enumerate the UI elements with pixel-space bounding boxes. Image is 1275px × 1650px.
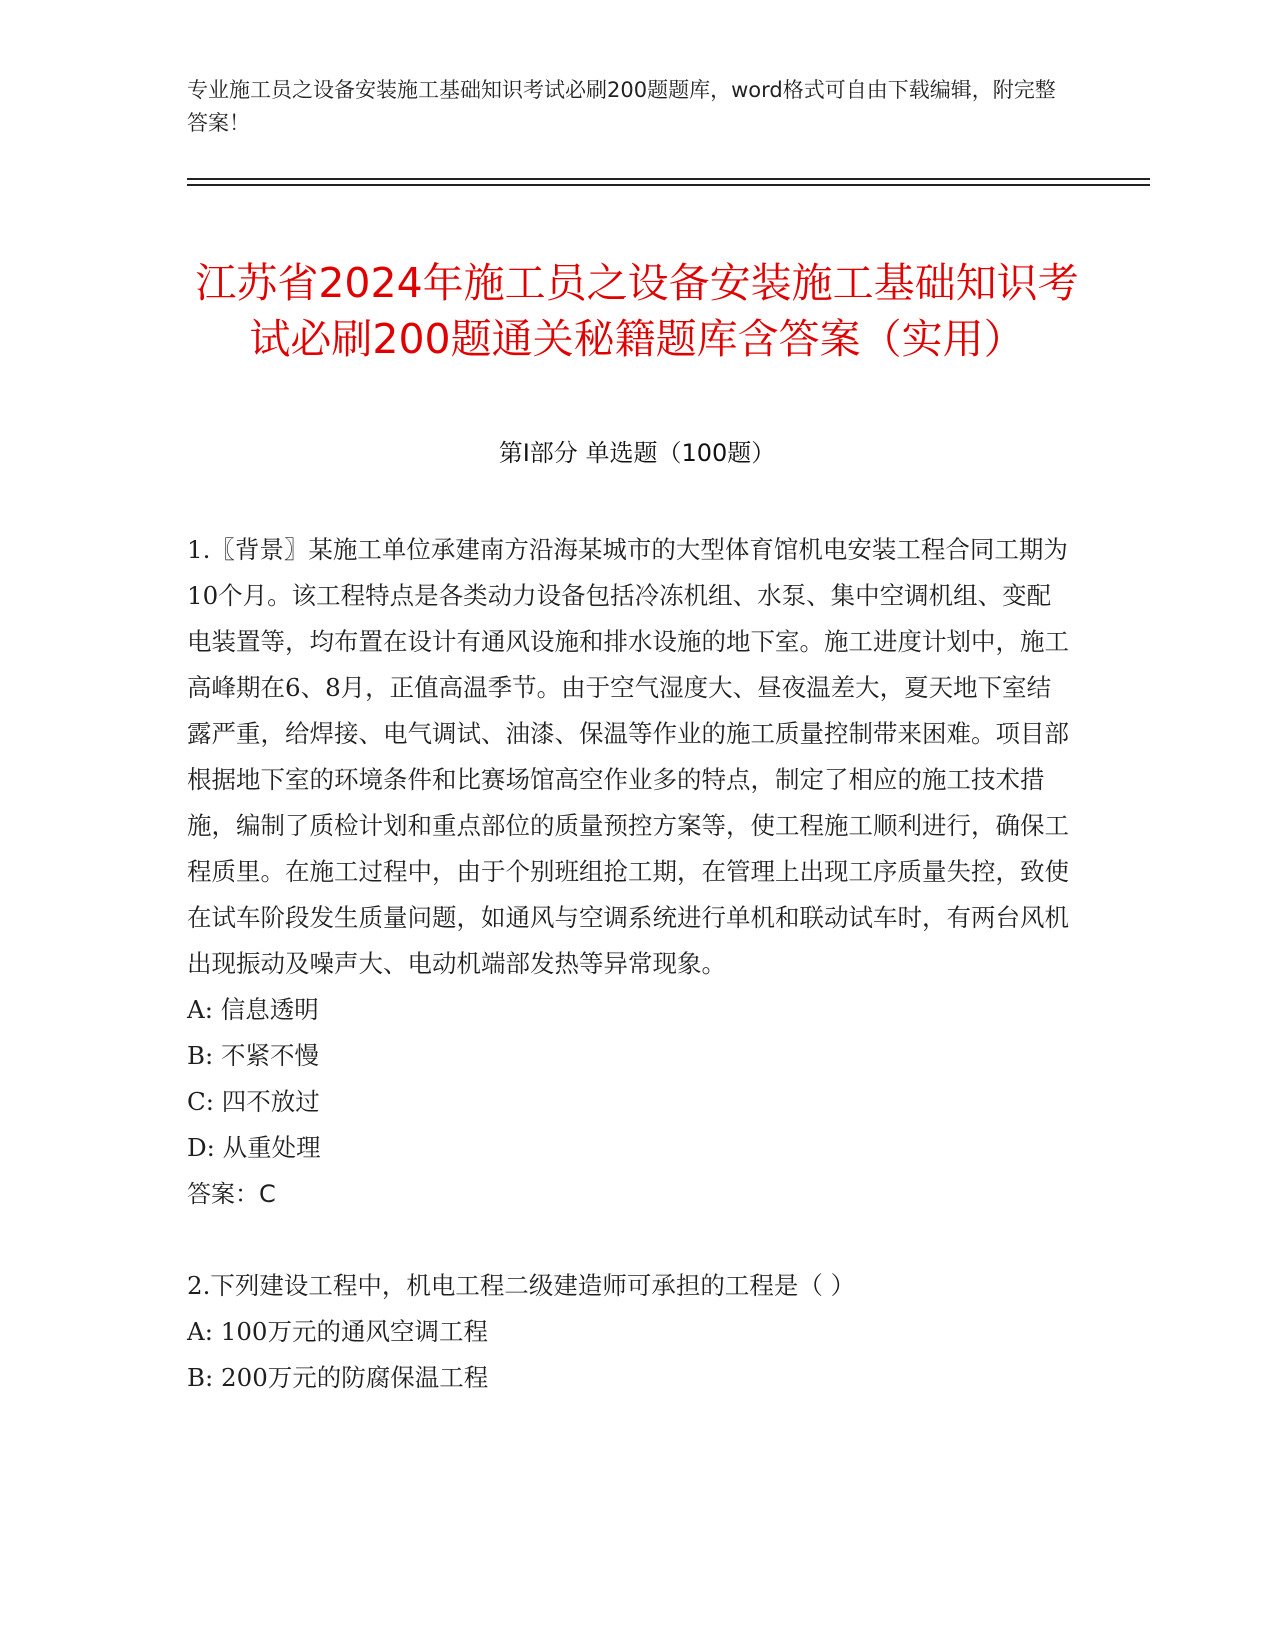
- question-2: [187, 1263, 1072, 1401]
- option-a: A: 100万元的通风空调工程: [187, 1317, 488, 1346]
- option-a: A: 信息透明: [187, 995, 319, 1024]
- question-gap: [187, 1217, 1072, 1263]
- header-rule-secondary: [187, 184, 1150, 186]
- header-rule: [187, 178, 1150, 180]
- answer-label: 答案：C: [187, 1180, 276, 1208]
- option-b: B: 不紧不慢: [187, 1041, 320, 1070]
- option-b: B: 200万元的防腐保温工程: [187, 1363, 489, 1392]
- option-d: D: 从重处理: [187, 1133, 321, 1162]
- question-text: 2.下列建设工程中，机电工程二级建造师可承担的工程是（ ）: [187, 1271, 856, 1300]
- question-list: [187, 527, 1072, 1401]
- section-heading: 第I部分 单选题（100题）: [498, 439, 776, 467]
- option-c: C: 四不放过: [187, 1087, 320, 1116]
- question-text: 1.〖背景〗某施工单位承建南方沿海某城市的大型体育馆机电安装工程合同工期为10个月。该工程特点是各类动力设备包括冷冻机组、水泵、集中空调机组、变配电装置等，均布置在设计有通风设施和排水设施的地下室。施工进度计划中，施工高峰期在6、8月，正值高温季节。由于空气湿度大、昼夜温差大，夏天地下室结露严重，给焊接、电气调试、油漆、保温等作业的施工质量控制带来困难。项目部根据地下室的环境条件和比赛场馆高空作业多的特点，制定了相应的施工技术措施，编制了质检计划和重点部位的质量预控方案等，使工程施工顺利进行，确保工程质里。在施工过程中，由于个别班组抢工期，在管理上出现工序质量失控，致使在试车阶段发生质量问题，如通风与空调系统进行单机和联动试车时，有两台风机出现振动及噪声大、电动机端部发热等异常现象。: [187, 535, 1069, 978]
- header-note: 专业施工员之设备安装施工基础知识考试必刷200题题库，word格式可自由下载编辑，附完整答案！: [187, 78, 1056, 135]
- document-title: 江苏省2024年施工员之设备安装施工基础知识考试必刷200题通关秘籍题库含答案（实用）: [195, 259, 1079, 364]
- question-1: [187, 527, 1072, 1217]
